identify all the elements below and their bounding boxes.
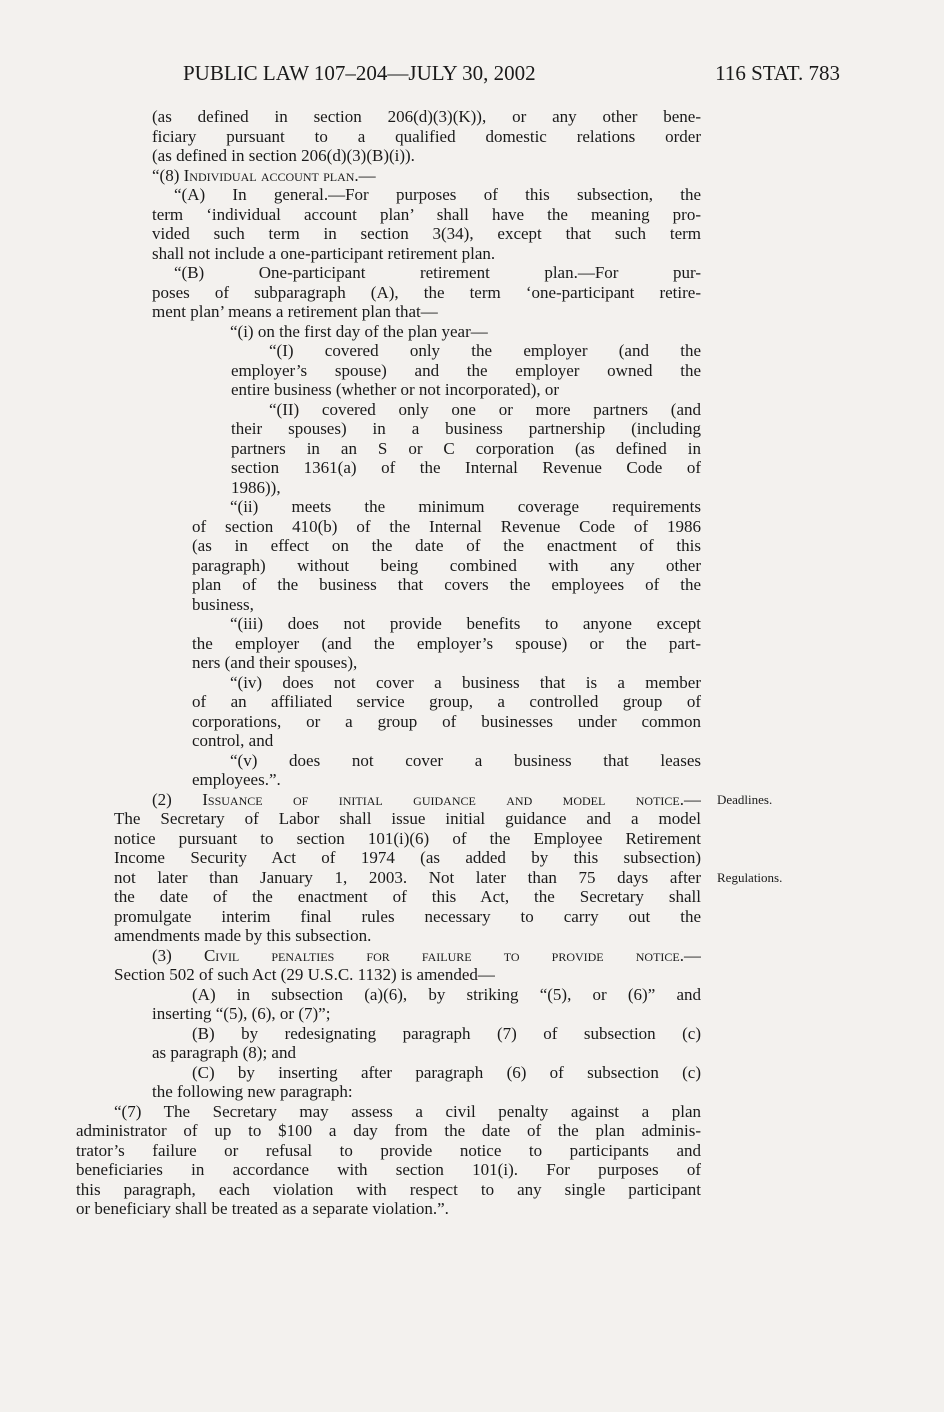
text-line: shall not include a one-participant retirement plan. bbox=[152, 243, 496, 263]
text-line: of an affiliated service group, a controlled group of bbox=[192, 692, 701, 711]
text-line: beneficiaries in accordance with section 101(i). For purposes of bbox=[76, 1160, 701, 1179]
text-line: notice pursuant to section 101(i)(6) of the Employee Retirement bbox=[114, 828, 701, 848]
text-line: ficiary pursuant to a qualified domestic relations order bbox=[152, 126, 701, 146]
text-line: The Secretary of Labor shall issue initial guidance and a model bbox=[114, 809, 701, 828]
text-line: paragraph) without being combined with any other bbox=[192, 555, 701, 575]
text-line: ners (and their spouses), bbox=[192, 653, 358, 672]
text-line: (3) Civil penalties for failure to provide notice.— bbox=[152, 945, 701, 965]
text-line: vided such term in section 3(34), except that such term bbox=[152, 224, 701, 243]
text-line: “(A) In general.—For purposes of this subsection, the bbox=[174, 185, 701, 204]
text-line: this paragraph, each violation with respect to any single participant bbox=[76, 1179, 701, 1199]
text-line: “(v) does not cover a business that leases bbox=[230, 750, 701, 770]
text-line: (2) Issuance of initial guidance and model notice.— bbox=[152, 789, 701, 809]
margin-note: Regulations. bbox=[717, 869, 783, 885]
header-stat-page: 116 STAT. 783 bbox=[715, 61, 840, 85]
page-header bbox=[183, 58, 840, 88]
text-line: employer’s spouse) and the employer owned the bbox=[231, 360, 701, 380]
text-line: term ‘individual account plan’ shall have the meaning pro- bbox=[152, 204, 701, 224]
text-line: business, bbox=[192, 594, 254, 614]
text-line: inserting “(5), (6), or (7)”; bbox=[152, 1004, 331, 1023]
text-line: (C) by inserting after paragraph (6) of subsection (c) bbox=[192, 1062, 701, 1082]
text-line: “(iv) does not cover a business that is a member bbox=[230, 672, 701, 692]
text-line: (A) in subsection (a)(6), by striking “(5), or (6)” and bbox=[192, 984, 701, 1004]
text-line: “(B) One-participant retirement plan.—For pur- bbox=[174, 263, 701, 282]
margin-note: Deadlines. bbox=[717, 791, 773, 807]
text-line: section 1361(a) of the Internal Revenue Code of bbox=[231, 458, 701, 477]
text-line: as paragraph (8); and bbox=[152, 1043, 296, 1062]
text-line: “(I) covered only the employer (and the bbox=[269, 341, 701, 360]
text-line: (as defined in section 206(d)(3)(B)(i)). bbox=[152, 146, 415, 165]
text-line: control, and bbox=[192, 731, 274, 750]
text-line: corporations, or a group of businesses under common bbox=[192, 711, 701, 731]
text-line: not later than January 1, 2003. Not later than 75 days after bbox=[114, 867, 701, 887]
text-line: Section 502 of such Act (29 U.S.C. 1132) is amended— bbox=[114, 965, 495, 984]
text-line: their spouses) in a business partnership (including bbox=[231, 419, 701, 438]
text-line: 1986)), bbox=[231, 477, 281, 497]
text-line: trator’s failure or refusal to provide notice to participants and bbox=[76, 1140, 701, 1160]
text-line: amendments made by this subsection. bbox=[114, 926, 372, 945]
text-line: ment plan’ means a retirement plan that— bbox=[152, 302, 438, 321]
text-line: “(II) covered only one or more partners (and bbox=[269, 399, 701, 419]
text-line: the employer (and the employer’s spouse) or the part- bbox=[192, 633, 701, 653]
text-line: “(8) Individual account plan.— bbox=[152, 165, 376, 185]
text-line: partners in an S or C corporation (as defined in bbox=[231, 438, 701, 458]
text-line: administrator of up to $100 a day from the date of the plan adminis- bbox=[76, 1121, 701, 1140]
text-line: of section 410(b) of the Internal Revenue Code of 1986 bbox=[192, 516, 701, 536]
text-line: (as in effect on the date of the enactment of this bbox=[192, 536, 701, 555]
text-line: or beneficiary shall be treated as a separate violation.”. bbox=[76, 1199, 449, 1218]
text-line: Income Security Act of 1974 (as added by this subsection) bbox=[114, 848, 701, 867]
text-line: “(7) The Secretary may assess a civil penalty against a plan bbox=[114, 1101, 701, 1121]
text-line: plan of the business that covers the employees of the bbox=[192, 575, 701, 594]
text-line: “(iii) does not provide benefits to anyone except bbox=[230, 614, 701, 633]
text-line: entire business (whether or not incorporated), or bbox=[231, 380, 560, 399]
text-line: promulgate interim final rules necessary to carry out the bbox=[114, 906, 701, 926]
statute-body-text bbox=[76, 107, 701, 1219]
text-line: poses of subparagraph (A), the term ‘one-participant retire- bbox=[152, 282, 701, 302]
text-line: (B) by redesignating paragraph (7) of subsection (c) bbox=[192, 1023, 701, 1043]
text-line: “(ii) meets the minimum coverage requirements bbox=[230, 497, 701, 516]
text-line: “(i) on the first day of the plan year— bbox=[230, 321, 488, 341]
text-line: (as defined in section 206(d)(3)(K)), or any other bene- bbox=[152, 107, 701, 126]
header-law-citation: PUBLIC LAW 107–204—JULY 30, 2002 bbox=[183, 61, 536, 85]
text-line: employees.”. bbox=[192, 770, 281, 789]
text-line: the date of the enactment of this Act, the Secretary shall bbox=[114, 887, 701, 906]
text-line: the following new paragraph: bbox=[152, 1082, 353, 1101]
